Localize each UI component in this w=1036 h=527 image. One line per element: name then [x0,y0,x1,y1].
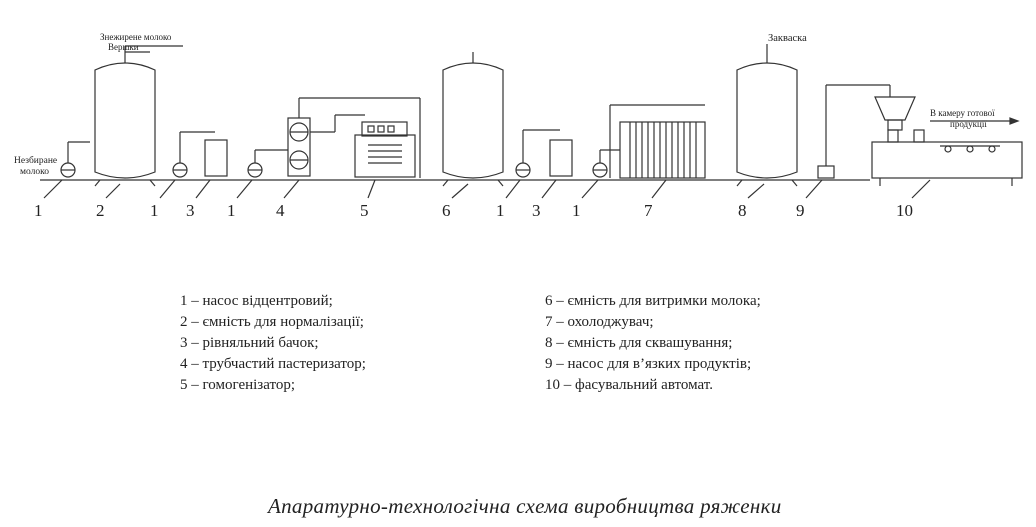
leader-lines [44,180,930,198]
item-number: 7 [644,201,653,220]
item-number: 3 [532,201,541,220]
item-number: 9 [796,201,805,220]
pasteurizer-4 [288,98,420,178]
to-chamber-label: В камеру готової [930,108,995,118]
item-number: 4 [276,201,285,220]
to-chamber-label-2: продукції [950,119,987,129]
tank-2-normalization [95,46,183,186]
item-number: 10 [896,201,913,220]
item-number: 2 [96,201,105,220]
item-number: 1 [34,201,43,220]
figure-caption: Апаратурно-технологічна схема виробництва ряженки [268,494,782,518]
item-number: 8 [738,201,747,220]
pump-1e [593,150,620,177]
raw-milk-label: Незбиране [14,156,58,166]
starter-label: Закваска [768,33,807,44]
balance-tank-3a [205,140,227,176]
raw-milk-label-2: молоко [20,167,50,177]
pump-1b [173,132,215,177]
legend-right [545,291,761,396]
item-number: 3 [186,201,195,220]
item-number: 6 [442,201,451,220]
legend-item: 10 – фасувальний автомат. [545,377,713,393]
legend-item: 7 – охолоджувач; [545,314,654,330]
item-number: 1 [227,201,236,220]
cream-label: Вершки [108,42,139,52]
tank-6-holding [443,52,503,186]
item-number: 1 [150,201,159,220]
legend-item: 3 – рівняльний бачок; [180,335,319,351]
legend-item: 8 – ємність для сквашування; [545,335,733,351]
legend-item: 6 – ємність для витримки молока; [545,293,761,309]
pump-1c [248,150,288,177]
item-number: 1 [572,201,581,220]
item-number: 5 [360,201,369,220]
skim-milk-label: Знежирене молоко [100,32,172,42]
pump-1d [516,130,560,177]
legend-item: 2 – ємність для нормалізації; [180,314,364,330]
legend-item: 5 – гомогенізатор; [180,377,296,393]
cooler-7 [610,105,705,178]
tank-8-fermentation [737,44,797,186]
legend-item: 9 – насос для в’язких продуктів; [545,356,752,372]
pump-9-viscous [818,85,890,178]
balance-tank-3b [550,140,572,176]
legend-item: 4 – трубчастий пастеризатор; [180,356,366,372]
pump-1a [61,142,90,177]
legend-left [180,291,366,396]
homogenizer-5 [355,122,415,177]
legend-item: 1 – насос відцентровий; [180,293,333,309]
item-number: 1 [496,201,505,220]
